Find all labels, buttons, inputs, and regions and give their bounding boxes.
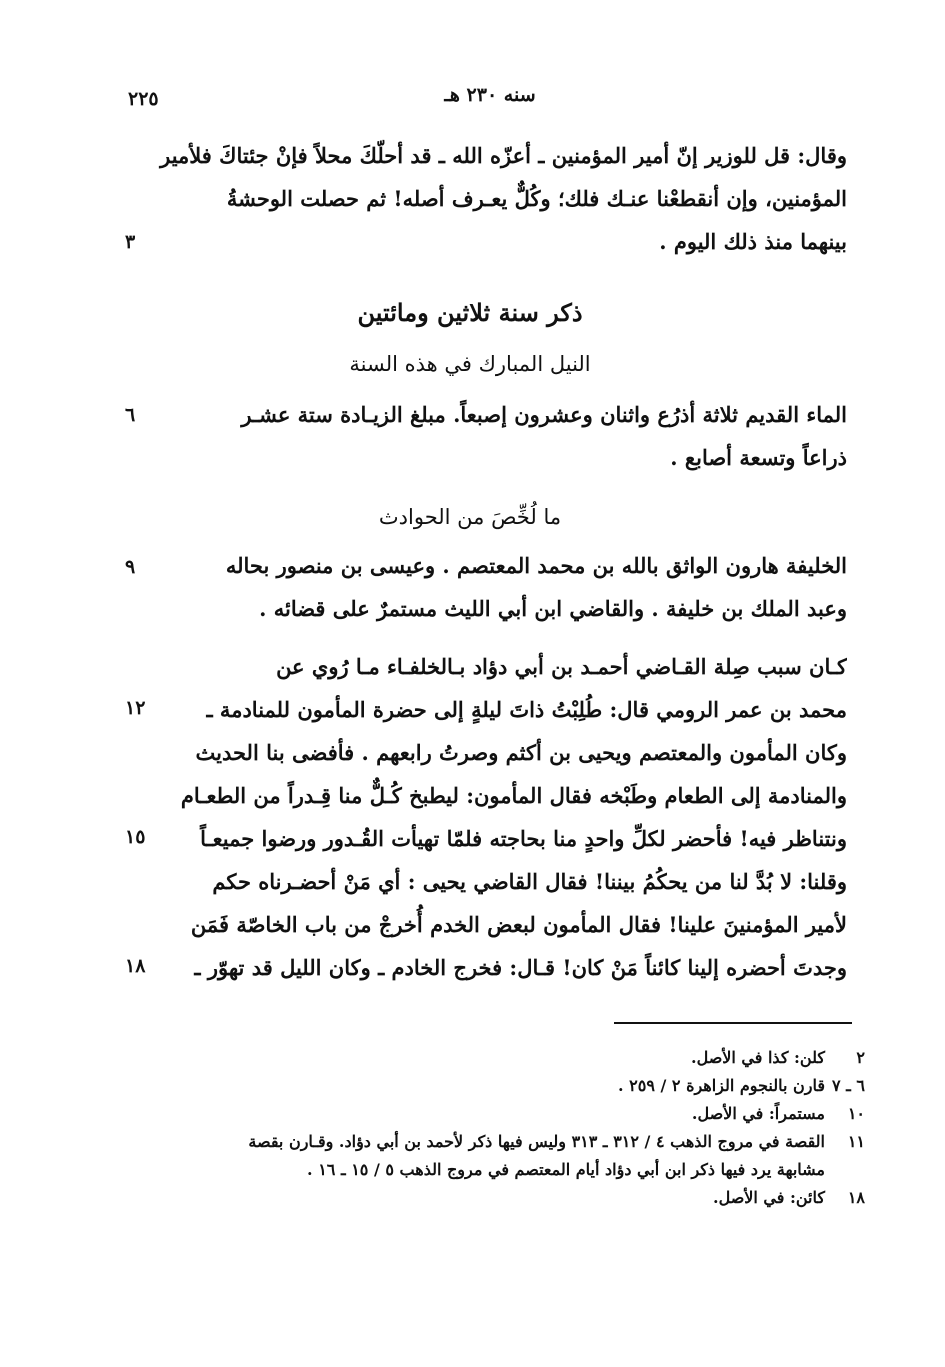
line-number: ١٥	[125, 826, 146, 848]
text-line: ذراعاً وتسعة أصابع .	[670, 445, 847, 470]
footnote-text: كلن: كذا في الأصل.	[691, 1048, 825, 1067]
line-number: ١٨	[125, 955, 146, 977]
footnote-number: ٢	[856, 1048, 865, 1067]
paragraph-continuation	[147, 134, 847, 263]
running-header-year: سنه ٢٣٠ هـ	[444, 84, 536, 106]
footnote-number: ١٠	[847, 1104, 865, 1123]
footnote-text: كائن: في الأصل.	[713, 1188, 825, 1207]
footnote-number: ٦ ـ ٧	[831, 1076, 865, 1095]
line-number: ٣	[125, 231, 136, 253]
footnote-text: القصة في مروج الذهب ٤ / ٣١٢ ـ ٣١٣ وليس فيها ذكر لأحمد بن أبي دؤاد. وقـارن بقصة	[248, 1132, 825, 1151]
page-number: ٢٢٥	[128, 88, 159, 110]
text-line: وجدتَ أحضره إلينا كائناً مَنْ كان! قـال: فخرج الخادم ـ وكان الليل قد تهوّر ـ	[194, 955, 847, 980]
footnote	[165, 1100, 865, 1128]
section-title: ذكر سنة ثلاثين ومائتين	[357, 298, 583, 327]
footnote-text: قارن بالنجوم الزاهرة ٢ / ٢٥٩ .	[618, 1076, 825, 1095]
line-number: ٦	[125, 404, 136, 426]
story-paragraph	[147, 645, 847, 989]
line-number: ٩	[125, 556, 136, 578]
text-line: بينهما منذ ذلك اليوم .	[659, 229, 847, 254]
text-line: وقلنا: لا بُدَّ لنا من يحكُمُ بيننا! فقال القاضي يحيى : أي مَنْ أحضـرناه حكم	[212, 869, 847, 894]
footnote	[165, 1072, 865, 1100]
text-line: المؤمنين، وإن أنقطعْنا عنـك فلك؛ وكُلٌّ يعـرف أصله! ثم حصلت الوحشةُ	[226, 186, 847, 211]
line-number: ١٢	[125, 697, 146, 719]
text-line: وعبد الملك بن خليفة . والقاضي ابن أبي الليث مستمرٌ على قضائه .	[259, 596, 847, 621]
text-line: الماء القديم ثلاثة أذرُع واثنان وعشرون إصبعاً. مبلغ الزيـادة ستة عشـر	[241, 402, 847, 427]
footnote-number: ١٨	[847, 1188, 865, 1207]
text-line: ونتناظر فيه! فأحضر لكلِّ واحدٍ منا بحاجته فلمّا تهيأت القُـدور ورضوا جميعـاً	[200, 826, 847, 851]
text-line: كـان سبب صِلة القـاضي أحمـد بن أبي دؤاد بـالخلفـاء مـا رُوي عن	[276, 654, 847, 679]
footnote-text: مستمراً: في الأصل.	[691, 1104, 825, 1123]
text-line: محمد بن عمر الرومي قال: طُلِبْتُ ذاتَ ليلةٍ إلى حضرة المأمون للمنادمة ـ	[206, 697, 847, 722]
text-line: وكان المأمون والمعتصم ويحيى بن أكثم وصرتُ رابعهم . فأفضى بنا الحديث	[195, 740, 847, 765]
footnotes	[165, 1044, 865, 1212]
text-line: وقال: قل للوزير إنّ أمير المؤمنين ـ أعزّه الله ـ قد أحلّكَ محلاً فإنْ جئتاكَ فلأمير	[160, 143, 847, 168]
footnote-number: ١١	[847, 1132, 865, 1151]
events-heading: ما لُخِّصَ من الحوادث	[378, 505, 562, 529]
footnote-divider	[614, 1022, 852, 1024]
nile-heading: النيل المبارك في هذه السنة	[349, 352, 591, 376]
footnote	[165, 1044, 865, 1072]
events-paragraph	[147, 544, 847, 630]
footnote	[165, 1184, 865, 1212]
text-line: لأمير المؤمنينَ علينا! فقال المأمون لبعض الخدم أُخرجْ من باب الخاصّة فَمَن	[190, 912, 847, 937]
nile-paragraph	[147, 393, 847, 479]
text-line: والمنادمة إلى الطعام وطَبْخه فقال المأمون: ليطبخ كُـلٌّ منا قِـدراً من الطعـام	[180, 783, 847, 808]
footnote	[165, 1128, 865, 1156]
text-line: الخليفة هارون الواثق بالله بن محمد المعتصم . وعيسى بن منصور بحاله	[225, 553, 847, 578]
footnote-continuation: مشابهة يرد فيها ذكر ابن أبي دؤاد أيام المعتصم في مروج الذهب ٥ / ١٥ ـ ١٦ .	[307, 1160, 825, 1179]
